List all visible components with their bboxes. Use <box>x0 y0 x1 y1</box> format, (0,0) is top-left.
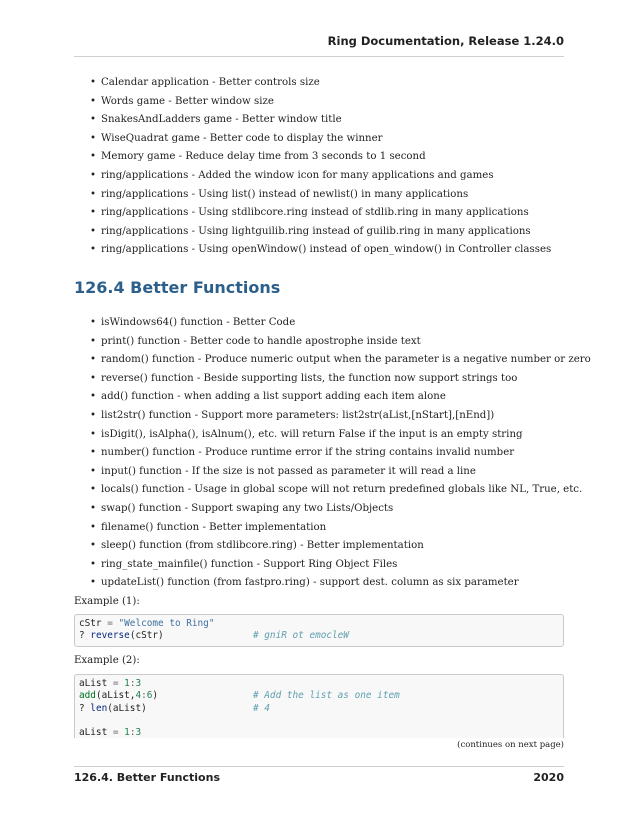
code-comment: # gniR ot emocleW <box>253 630 349 642</box>
code-line <box>79 703 563 715</box>
list-item: • filename() function - Better implementation <box>90 521 570 540</box>
list-item: • Words game - Better window size <box>90 95 570 114</box>
list-item: • ring/applications - Using stdlibcore.ring instead of stdlib.ring in many applications <box>90 206 570 225</box>
better-functions-list <box>90 316 591 595</box>
list-item: • random() function - Produce numeric output when the parameter is a negative number or zero <box>90 353 570 372</box>
list-item: • swap() function - Support swaping any two Lists/Objects <box>90 502 570 521</box>
code-line <box>79 630 563 642</box>
code-token: ? <box>79 630 91 642</box>
list-item: • isWindows64() function - Better Code <box>90 316 570 335</box>
applications-changes-list <box>90 76 570 262</box>
code-token: 1 <box>124 678 130 689</box>
list-item: • sleep() function (from stdlibcore.ring) - Better implementation <box>90 539 570 558</box>
code-token: (aList, <box>95 690 136 702</box>
list-item: • ring/applications - Using lightguilib.ring instead of guilib.ring in many applications <box>90 225 570 244</box>
example-2-label: Example (2): <box>74 655 140 666</box>
footer-section-title: 126.4. Better Functions <box>74 771 220 784</box>
section-heading: 126.4 Better Functions <box>74 278 281 297</box>
list-item: • print() function - Better code to handle apostrophe inside text <box>90 335 570 354</box>
code-token: 3 <box>135 678 142 689</box>
code-block-example-2[interactable] <box>74 674 564 738</box>
code-token: add <box>79 690 96 702</box>
code-line-blank <box>79 715 563 727</box>
list-item: • isDigit(), isAlpha(), isAlnum(), etc. will return False if the input is an empty string <box>90 428 570 447</box>
list-item: • reverse() function - Beside supporting lists, the function now support strings too <box>90 372 570 391</box>
example-1-label: Example (1): <box>74 596 140 607</box>
code-line <box>79 690 563 702</box>
code-line <box>79 678 563 690</box>
list-item: • WiseQuadrat game - Better code to display the winner <box>90 132 570 151</box>
code-comment: # 4 <box>253 702 270 714</box>
code-comment: # Add the list as one item <box>253 690 400 702</box>
list-item: • add() function - when adding a list support adding each item alone <box>90 390 570 409</box>
list-item: • Memory game - Reduce delay time from 3 seconds to 1 second <box>90 150 570 169</box>
code-token: len <box>90 702 108 714</box>
code-token: : <box>129 727 136 738</box>
list-item: • updateList() function (from fastpro.ring) - support dest. column as six parameter <box>90 576 570 595</box>
code-token: ? <box>79 702 91 714</box>
code-token: (aList) <box>107 702 147 714</box>
list-item: • SnakesAndLadders game - Better window title <box>90 113 570 132</box>
code-token: aList <box>79 678 108 689</box>
page-number: 2020 <box>533 771 564 784</box>
header-divider <box>74 56 564 57</box>
code-token: 1 <box>124 727 130 738</box>
list-item: • ring_state_mainfile() function - Support Ring Object Files <box>90 558 570 577</box>
code-token: : <box>141 690 147 702</box>
code-token: (cStr) <box>129 630 164 642</box>
code-block-example-1[interactable] <box>74 614 564 647</box>
code-line <box>79 618 563 630</box>
list-item: • input() function - If the size is not passed as parameter it will read a line <box>90 465 570 484</box>
list-item: • ring/applications - Using openWindow() instead of open_window() in Controller classes <box>90 243 570 262</box>
code-token: = <box>107 727 125 738</box>
list-item: • ring/applications - Added the window icon for many applications and games <box>90 169 570 188</box>
list-item: • number() function - Produce runtime error if the string contains invalid number <box>90 446 570 465</box>
code-token: reverse <box>90 630 130 642</box>
list-item: • ring/applications - Using list() instead of newlist() in many applications <box>90 188 570 207</box>
code-token: = <box>107 678 125 689</box>
code-token: "Welcome to Ring" <box>118 618 215 629</box>
code-token: 6 <box>146 690 153 702</box>
code-token: cStr <box>79 618 102 629</box>
running-header: Ring Documentation, Release 1.24.0 <box>327 34 564 48</box>
list-item: • list2str() function - Support more parameters: list2str(aList,[nStart],[nEnd]) <box>90 409 570 428</box>
continues-note: (continues on next page) <box>457 740 564 750</box>
code-token: aList <box>79 727 108 738</box>
code-token: ) <box>152 690 159 702</box>
code-token: 4 <box>135 690 142 702</box>
code-line <box>79 727 563 738</box>
code-token: 3 <box>135 727 142 738</box>
footer-divider <box>74 766 564 767</box>
list-item: • Calendar application - Better controls size <box>90 76 570 95</box>
list-item: • locals() function - Usage in global scope will not return predefined globals like NL, True, etc. <box>90 483 570 502</box>
code-token: = <box>101 618 119 629</box>
code-token: : <box>129 678 136 689</box>
